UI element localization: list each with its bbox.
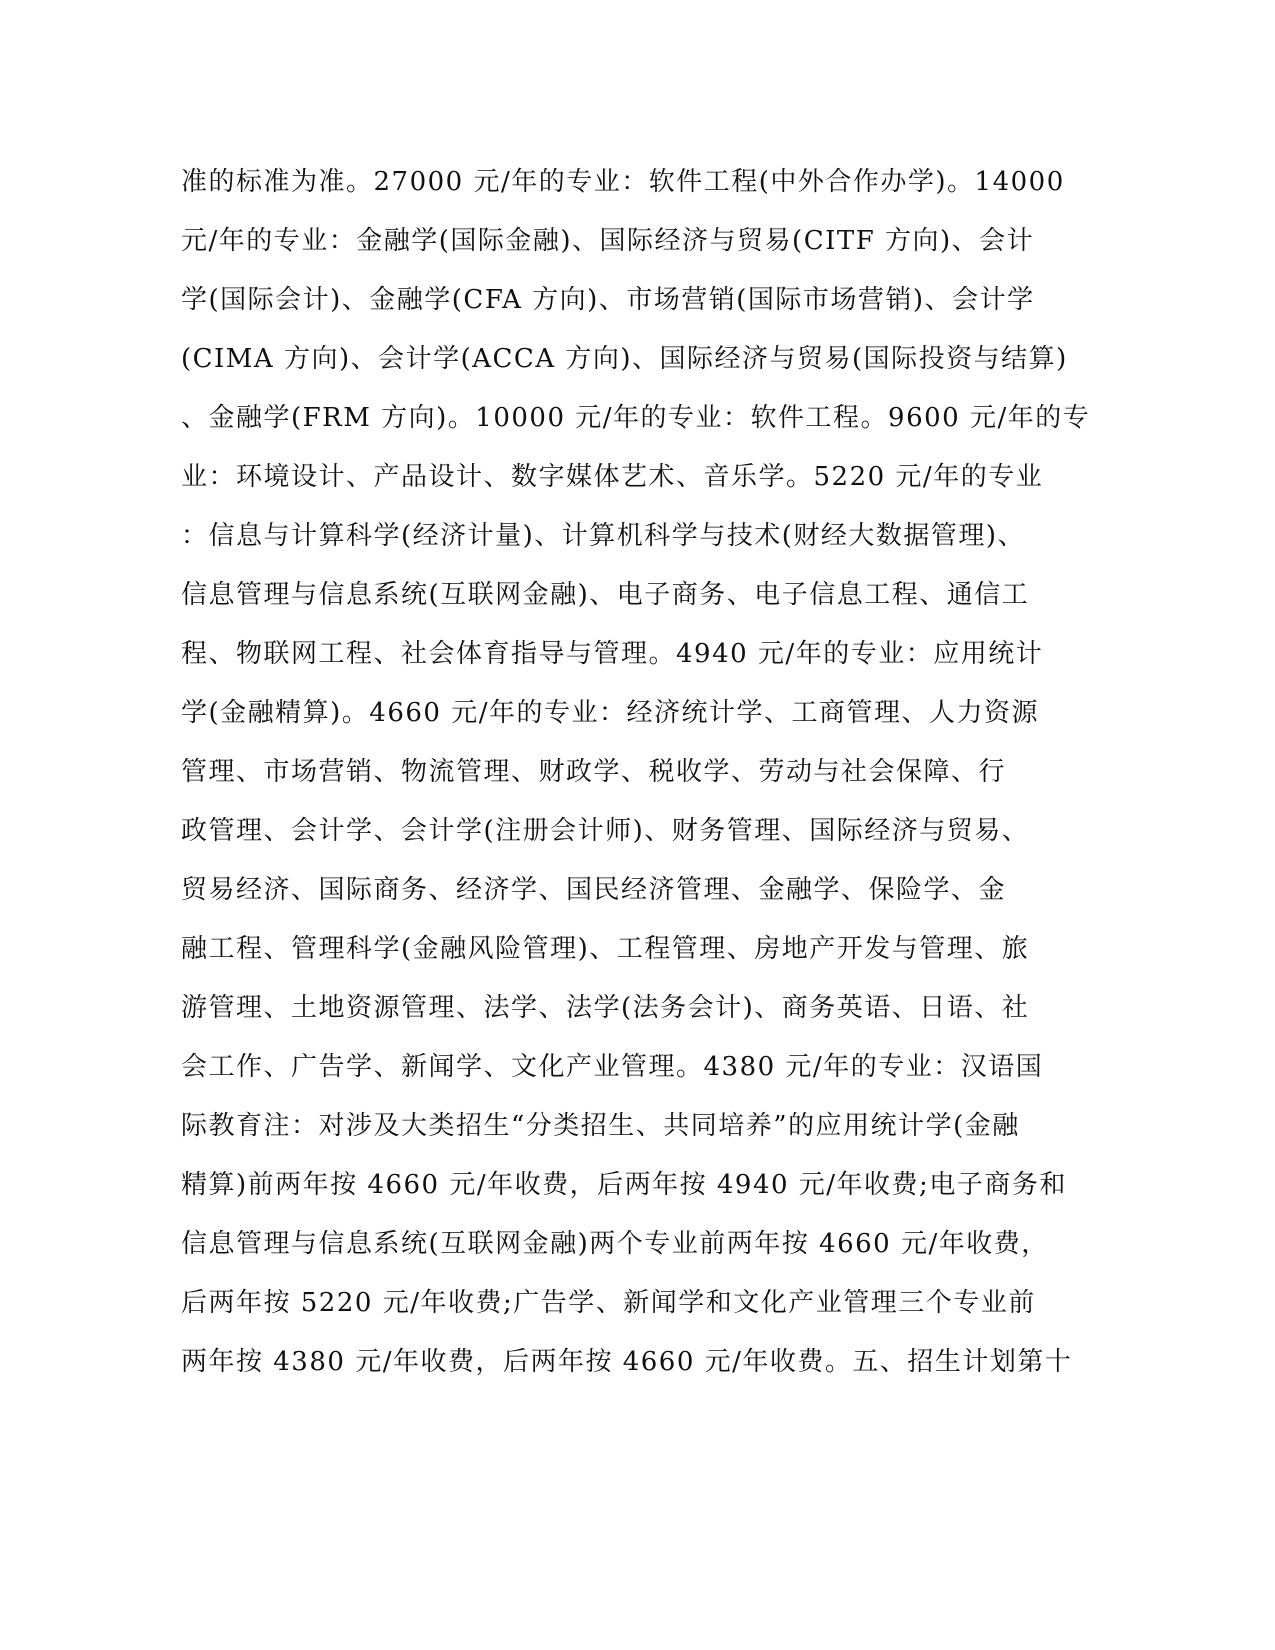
text-line: 融工程、管理科学(金融风险管理)、工程管理、房地产开发与管理、旅 (181, 934, 1030, 964)
text-line: ：信息与计算科学(经济计量)、计算机科学与技术(财经大数据管理)、 (181, 521, 1026, 551)
text-line: 两年按 4380 元/年收费，后两年按 4660 元/年收费。五、招生计划第十 (181, 1347, 1073, 1377)
text-line: 后两年按 5220 元/年收费;广告学、新闻学和文化产业管理三个专业前 (181, 1288, 1036, 1318)
text-line: 会工作、广告学、新闻学、文化产业管理。4380 元/年的专业：汉语国 (181, 1052, 1044, 1082)
text-line: 贸易经济、国际商务、经济学、国民经济管理、金融学、保险学、金 (181, 875, 1007, 905)
text-line: 学(国际会计)、金融学(CFA 方向)、市场营销(国际市场营销)、会计学 (181, 285, 1035, 315)
text-line: 业：环境设计、产品设计、数字媒体艺术、音乐学。5220 元/年的专业 (181, 462, 1044, 492)
text-line: 政管理、会计学、会计学(注册会计师)、财务管理、国际经济与贸易、 (181, 816, 1030, 846)
text-line: 准的标准为准。27000 元/年的专业：软件工程(中外合作办学)。14000 (181, 167, 1065, 197)
text-line: 、金融学(FRM 方向)。10000 元/年的专业：软件工程。9600 元/年的专 (181, 403, 1091, 433)
text-line: 管理、市场营销、物流管理、财政学、税收学、劳动与社会保障、行 (181, 757, 1007, 787)
text-line: 信息管理与信息系统(互联网金融)两个专业前两年按 4660 元/年收费， (181, 1229, 1049, 1259)
text-line: 精算)前两年按 4660 元/年收费，后两年按 4940 元/年收费;电子商务和 (181, 1170, 1067, 1200)
text-line: 信息管理与信息系统(互联网金融)、电子商务、电子信息工程、通信工 (181, 580, 1030, 610)
text-line: 学(金融精算)。4660 元/年的专业：经济统计学、工商管理、人力资源 (181, 698, 1039, 728)
body-text (181, 160, 1091, 1399)
text-line: 际教育注：对涉及大类招生“分类招生、共同培养”的应用统计学(金融 (181, 1111, 1020, 1141)
text-line: 元/年的专业：金融学(国际金融)、国际经济与贸易(CITF 方向)、会计 (181, 226, 1035, 256)
text-line: 程、物联网工程、社会体育指导与管理。4940 元/年的专业：应用统计 (181, 639, 1044, 669)
text-line: (CIMA 方向)、会计学(ACCA 方向)、国际经济与贸易(国际投资与结算) (181, 344, 1068, 374)
text-line: 游管理、土地资源管理、法学、法学(法务会计)、商务英语、日语、社 (181, 993, 1030, 1023)
